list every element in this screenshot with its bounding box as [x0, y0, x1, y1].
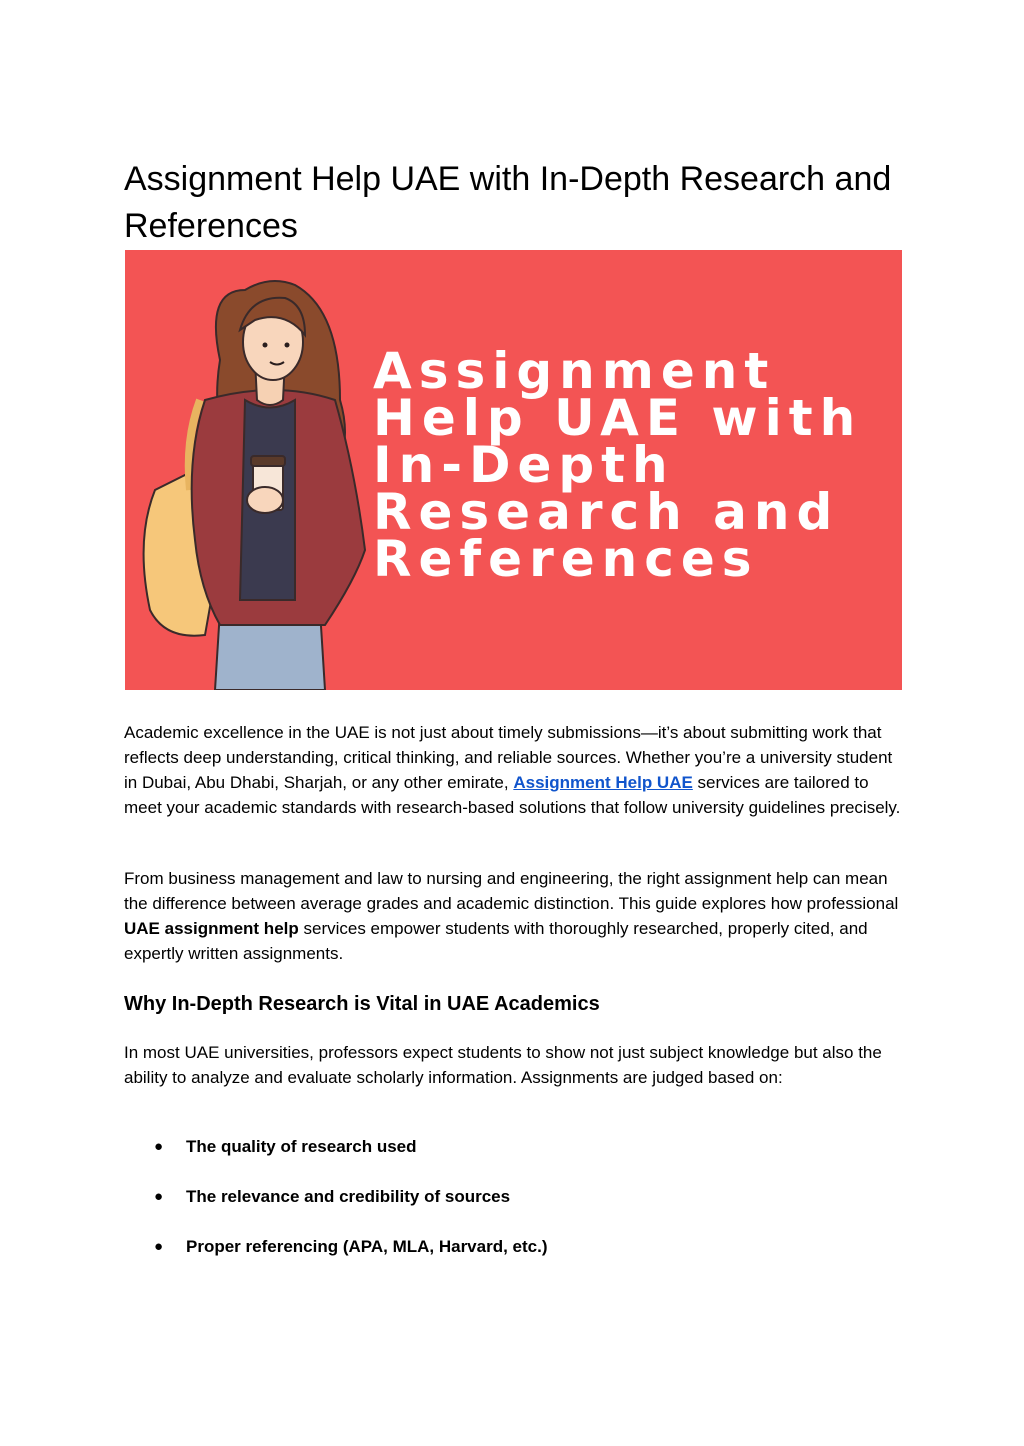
bold-keyword: UAE assignment help [124, 919, 299, 938]
banner-line: References [373, 530, 759, 588]
paragraph-text: services are tailored to meet your academic standards with research-based solutions that follow university guidelines precisely. [124, 773, 901, 817]
list-item [124, 1134, 904, 1184]
banner-line: Assignment [373, 342, 776, 400]
list-item-label: Proper referencing (APA, MLA, Harvard, etc.) [186, 1237, 548, 1256]
banner-line: Research and [373, 483, 840, 541]
hero-banner-image [125, 250, 902, 690]
paragraph-text: Academic excellence in the UAE is not just about timely submissions—it’s about submitting work that reflects deep understanding, critical thinking, and reliable sources. Whether you’re a university student in Dubai, Abu Dhabi, Sharjah, or any other emirate, [124, 723, 893, 792]
banner-line: Help UAE with [373, 389, 863, 447]
list-item-label: The relevance and credibility of sources [186, 1187, 511, 1206]
student-illustration [125, 250, 395, 690]
list-item [124, 1234, 904, 1284]
criteria-list [124, 1134, 904, 1284]
bullet-icon: ● [154, 1138, 164, 1155]
bullet-icon: ● [154, 1238, 164, 1255]
assignment-help-uae-link[interactable]: Assignment Help UAE [513, 773, 693, 792]
paragraph-text: From business management and law to nursing and engineering, the right assignment help can mean the difference between average grades and academic distinction. This guide explores how professional [124, 869, 899, 913]
section-heading: Why In-Depth Research is Vital in UAE Academics [124, 993, 600, 1015]
section-intro-paragraph: In most UAE universities, professors expect students to show not just subject knowledge but also the ability to analyze and evaluate scholarly information. Assignments are judged based on: [124, 1043, 882, 1087]
guide-paragraph [124, 866, 904, 966]
banner-line: In-Depth [373, 436, 675, 494]
list-item-label: The quality of research used [186, 1137, 417, 1156]
bullet-icon: ● [154, 1188, 164, 1205]
paragraph-text: services empower students with thoroughly researched, properly cited, and expertly written assignments. [124, 919, 868, 963]
page-title: Assignment Help UAE with In-Depth Research and References [124, 160, 892, 245]
banner-heading [373, 342, 893, 588]
intro-paragraph [124, 720, 904, 820]
list-item [124, 1184, 904, 1234]
